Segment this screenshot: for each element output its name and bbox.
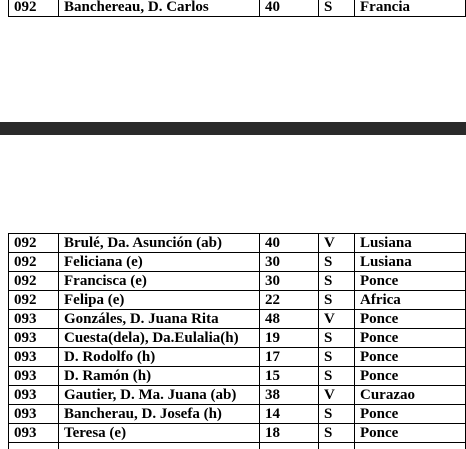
age-cell: 30 <box>260 253 319 272</box>
age-cell: 40 <box>260 0 319 17</box>
entry-number-cell: 093 <box>9 310 59 329</box>
name-cell: Feliciana (e) <box>59 253 260 272</box>
cut-off-cell <box>260 443 319 449</box>
age-cell: 30 <box>260 272 319 291</box>
marital-status-cell: S <box>319 405 355 424</box>
origin-cell: Ponce <box>355 405 466 424</box>
table-row <box>9 367 466 386</box>
marital-status-cell: S <box>319 272 355 291</box>
entry-number-cell: 093 <box>9 329 59 348</box>
age-cell: 18 <box>260 424 319 443</box>
name-cell: Brulé, Da. Asunción (ab) <box>59 234 260 253</box>
marital-status-cell: S <box>319 348 355 367</box>
census-table-top-body <box>9 0 466 17</box>
entry-number-cell: 092 <box>9 291 59 310</box>
name-cell: Francisca (e) <box>59 272 260 291</box>
census-table-bottom <box>8 233 466 449</box>
table-row <box>9 0 466 17</box>
age-cell: 17 <box>260 348 319 367</box>
origin-cell: Ponce <box>355 348 466 367</box>
marital-status-cell: S <box>319 367 355 386</box>
entry-number-cell: 093 <box>9 348 59 367</box>
origin-cell: Ponce <box>355 272 466 291</box>
cut-off-cell <box>59 443 260 449</box>
entry-number-cell: 093 <box>9 424 59 443</box>
marital-status-cell: V <box>319 386 355 405</box>
cut-off-cell <box>355 443 466 449</box>
name-cell: Gautier, D. Ma. Juana (ab) <box>59 386 260 405</box>
table-row <box>9 348 466 367</box>
entry-number-cell: 093 <box>9 367 59 386</box>
name-cell: D. Ramón (h) <box>59 367 260 386</box>
entry-number-cell: 092 <box>9 234 59 253</box>
census-table-bottom-body <box>9 234 466 449</box>
age-cell: 15 <box>260 367 319 386</box>
entry-number-cell: 093 <box>9 386 59 405</box>
entry-number-cell: 092 <box>9 0 59 17</box>
name-cell: Teresa (e) <box>59 424 260 443</box>
name-cell: Gonzáles, D. Juana Rita <box>59 310 260 329</box>
marital-status-cell: S <box>319 291 355 310</box>
origin-cell: Francia <box>355 0 466 17</box>
marital-status-cell: V <box>319 234 355 253</box>
origin-cell: Curazao <box>355 386 466 405</box>
origin-cell: Ponce <box>355 310 466 329</box>
table-row <box>9 310 466 329</box>
age-cell: 40 <box>260 234 319 253</box>
name-cell: Cuesta(dela), Da.Eulalia(h) <box>59 329 260 348</box>
age-cell: 22 <box>260 291 319 310</box>
marital-status-cell: S <box>319 329 355 348</box>
origin-cell: Ponce <box>355 329 466 348</box>
table-row <box>9 253 466 272</box>
marital-status-cell: V <box>319 310 355 329</box>
name-cell: D. Rodolfo (h) <box>59 348 260 367</box>
table-row <box>9 405 466 424</box>
age-cell: 19 <box>260 329 319 348</box>
marital-status-cell: S <box>319 0 355 17</box>
cut-off-cell <box>9 443 59 449</box>
age-cell: 48 <box>260 310 319 329</box>
origin-cell: Africa <box>355 291 466 310</box>
table-row <box>9 329 466 348</box>
marital-status-cell: S <box>319 253 355 272</box>
table-row-cut-off <box>9 443 466 449</box>
table-row <box>9 424 466 443</box>
age-cell: 38 <box>260 386 319 405</box>
page-divider-bar <box>0 122 466 135</box>
origin-cell: Lusiana <box>355 234 466 253</box>
entry-number-cell: 092 <box>9 272 59 291</box>
origin-cell: Ponce <box>355 424 466 443</box>
age-cell: 14 <box>260 405 319 424</box>
table-row <box>9 272 466 291</box>
entry-number-cell: 093 <box>9 405 59 424</box>
census-table-top <box>8 0 466 17</box>
name-cell: Banchereau, D. Carlos <box>59 0 260 17</box>
origin-cell: Ponce <box>355 367 466 386</box>
name-cell: Felipa (e) <box>59 291 260 310</box>
name-cell: Bancherau, D. Josefa (h) <box>59 405 260 424</box>
entry-number-cell: 092 <box>9 253 59 272</box>
table-row <box>9 386 466 405</box>
table-row <box>9 234 466 253</box>
marital-status-cell: S <box>319 424 355 443</box>
table-row <box>9 291 466 310</box>
cut-off-cell <box>319 443 355 449</box>
origin-cell: Lusiana <box>355 253 466 272</box>
